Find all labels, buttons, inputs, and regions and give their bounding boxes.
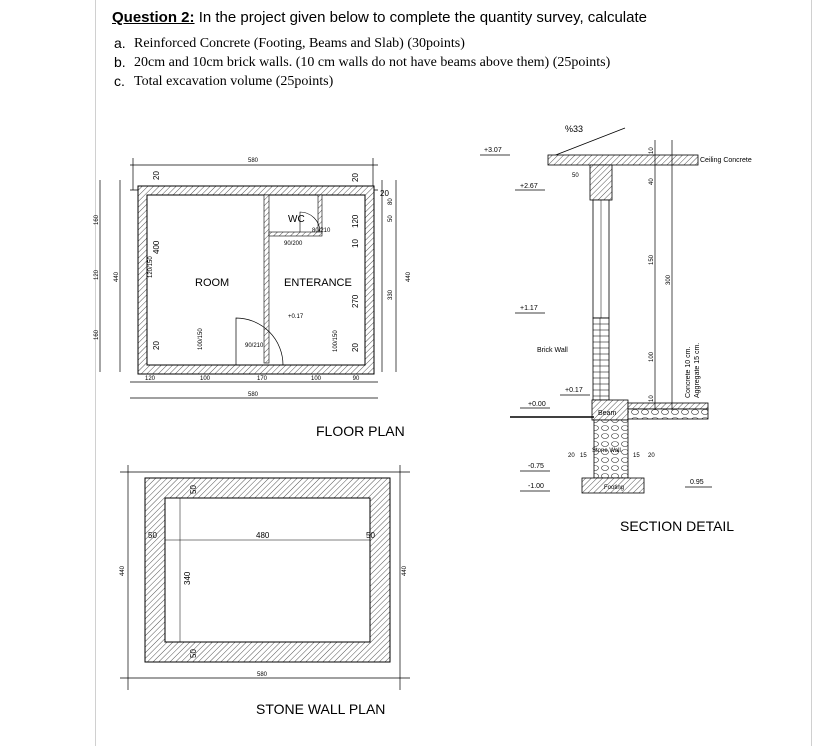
floor-plan: [94, 158, 412, 439]
stone-overall-width: 580: [256, 672, 268, 678]
wc-door-label: 80/210: [312, 228, 331, 234]
main-door-label: 90/210: [245, 343, 264, 349]
dim-100: 100: [649, 351, 655, 362]
item-text: Total excavation volume (25points): [134, 74, 334, 89]
floor-right-dim-270: 270: [351, 294, 360, 308]
entrance-label: ENTERANCE: [284, 277, 352, 289]
right-window-label: 100/150: [333, 330, 339, 352]
floor-left-dim-20a: 20: [152, 171, 161, 180]
stone-overall-right: 440: [402, 565, 408, 576]
floor-left-outer-160a: 160: [94, 214, 100, 225]
floor-left-outer-120: 120: [94, 269, 100, 280]
stone-overall-left: 440: [120, 565, 126, 576]
floor-left-outer-160b: 160: [94, 329, 100, 340]
dim-50: 50: [572, 173, 579, 179]
stone-wall-left: 50: [148, 531, 157, 540]
dim-150: 150: [649, 254, 655, 265]
floor-right-dim-80: 80: [388, 198, 394, 205]
item-text: Reinforced Concrete (Footing, Beams and Slab) (30points): [134, 36, 465, 51]
partition-wall-vertical: [264, 195, 269, 363]
brick-wall: [593, 318, 609, 400]
floor-bottom-dim-100a: 100: [199, 376, 211, 382]
floor-bottom-dim-100b: 100: [310, 376, 322, 382]
floor-right-dim-330: 330: [388, 289, 394, 300]
dim-20-left: 20: [568, 453, 575, 459]
floor-bottom-overall: 580: [247, 392, 259, 398]
level-minus-1-00: -1.00: [528, 483, 544, 490]
floor-bottom-dim-170: 170: [256, 376, 268, 382]
room-label: ROOM: [195, 277, 230, 289]
top-beam: [590, 165, 612, 200]
item-marker: b.: [114, 54, 126, 70]
floor-right-overall: 440: [406, 271, 412, 282]
stone-inner-width: 480: [256, 531, 270, 540]
wc-label: WC: [288, 214, 305, 225]
floor-aggregate: [628, 409, 708, 419]
floor-right-dim-20a: 20: [351, 173, 360, 182]
ceiling-concrete-label: Ceiling Concrete: [700, 157, 752, 164]
bottom-window-label: 100/150: [198, 328, 204, 350]
question-text: In the project given below to complete the quantity survey, calculate: [198, 9, 647, 26]
floor-left-dim-20b: 20: [152, 341, 161, 350]
dim-20-right: 20: [648, 453, 655, 459]
brick-wall-label: Brick Wall: [537, 347, 568, 354]
roof-slope-line: [548, 128, 625, 158]
dim-10-bottom: 10: [649, 395, 655, 402]
floor-right-dim-20b: 20: [351, 343, 360, 352]
beam-label: Beam: [598, 410, 617, 417]
aggregate-label: Aggregate 15 cm.: [694, 342, 701, 398]
dim-300: 300: [666, 274, 672, 285]
stone-plan-title: STONE WALL PLAN: [256, 701, 386, 717]
floor-left-overall: 440: [114, 271, 120, 282]
floor-right-dim-10: 10: [351, 239, 360, 248]
stone-wall-plan: [120, 465, 410, 717]
floor-right-dimension-lines: [382, 180, 396, 372]
dim-40: 40: [649, 178, 655, 185]
stone-inner-height: 340: [183, 571, 192, 585]
floor-right-dim-120: 120: [351, 214, 360, 228]
wc-window-label: 90/200: [284, 241, 303, 247]
floor-concrete: [628, 403, 708, 409]
level-minus-0-75: -0.75: [528, 463, 544, 470]
floor-bottom-dim-120: 120: [144, 376, 156, 382]
entrance-level-label: +0.17: [288, 314, 304, 320]
stone-wall-top: 50: [189, 485, 198, 494]
section-detail: [480, 124, 752, 534]
level-0-17: +0.17: [565, 387, 583, 394]
left-window-label: 120/150: [148, 256, 154, 278]
stone-interior: [165, 498, 370, 642]
floor-top-dim-20b: 20: [380, 189, 389, 198]
footing-label: Footing: [604, 485, 625, 491]
item-marker: c.: [114, 73, 125, 89]
item-marker: a.: [114, 35, 126, 51]
level-2-67: +2.67: [520, 183, 538, 190]
dim-15-left: 15: [580, 453, 587, 459]
floor-top-overall-dim: 580: [247, 158, 259, 164]
level-1-17: +1.17: [520, 305, 538, 312]
concrete-label: Concrete 10 cm.: [685, 346, 692, 398]
stone-wall-label: Stone Wall: [592, 448, 621, 454]
question-label: Question 2:: [112, 9, 195, 26]
stone-wall-bottom: 50: [189, 649, 198, 658]
item-text: 20cm and 10cm brick walls. (10 cm walls do not have beams above them) (25points): [134, 55, 611, 70]
roof-slope-label: %33: [565, 124, 584, 134]
floor-plan-title: FLOOR PLAN: [316, 423, 405, 439]
level-0-95: 0.95: [690, 479, 704, 486]
floor-left-dim-400: 400: [152, 240, 161, 254]
dim-10-top: 10: [649, 147, 655, 154]
stone-wall-right: 50: [366, 531, 375, 540]
level-0-00: +0.00: [528, 401, 546, 408]
section-title: SECTION DETAIL: [620, 518, 735, 534]
ceiling-slab: [548, 155, 698, 165]
floor-right-dim-50: 50: [388, 215, 394, 222]
dim-15-right: 15: [633, 453, 640, 459]
level-3-07: +3.07: [484, 147, 502, 154]
floor-bottom-dim-90: 90: [352, 376, 360, 382]
